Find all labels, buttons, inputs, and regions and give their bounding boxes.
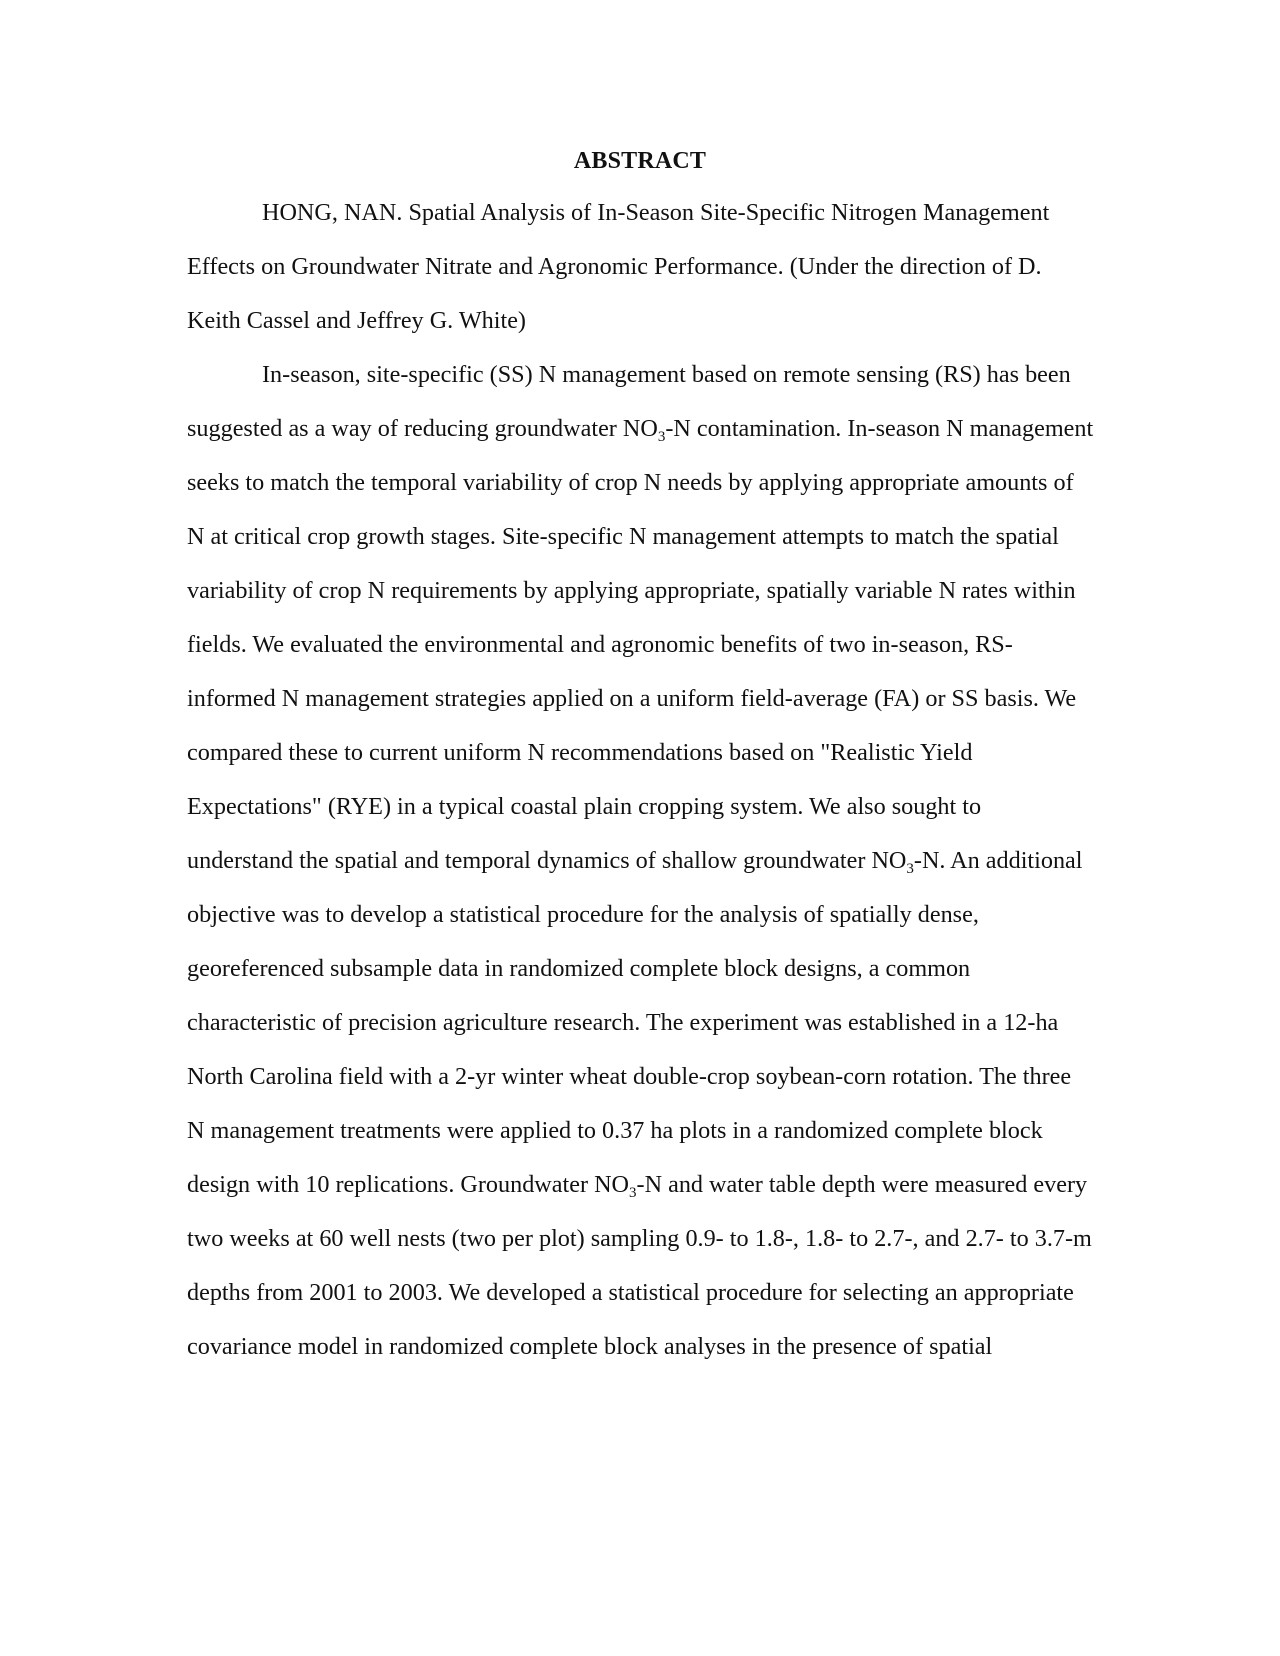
citation-line: Keith Cassel and Jeffrey G. White) <box>187 307 526 334</box>
body-line: N management treatments were applied to 0.37 ha plots in a randomized complete block <box>187 1117 1043 1144</box>
body-line: characteristic of precision agriculture research. The experiment was established in a 12-ha <box>187 1009 1059 1036</box>
subscript: 3 <box>657 429 666 445</box>
body-text: design with 10 replications. Groundwater NO <box>187 1171 630 1198</box>
body-line <box>187 1170 1087 1200</box>
body-line: informed N management strategies applied on a uniform field-average (FA) or SS basis. We <box>187 685 1077 712</box>
body-line: covariance model in randomized complete block analyses in the presence of spatial <box>187 1333 993 1360</box>
body-line: N at critical crop growth stages. Site-specific N management attempts to match the spatial <box>187 523 1059 550</box>
subscript: 3 <box>906 861 914 877</box>
subscript: 3 <box>629 1185 637 1201</box>
body-text: -N contamination. In-season N management <box>665 415 1094 442</box>
body-line <box>187 414 1093 444</box>
body-line: two weeks at 60 well nests (two per plot) sampling 0.9- to 1.8-, 1.8- to 2.7-, and 2.7- to 3.7-m <box>187 1225 1092 1252</box>
body-text: understand the spatial and temporal dynamics of shallow groundwater NO <box>187 847 907 874</box>
body-line: compared these to current uniform N recommendations based on "Realistic Yield <box>187 739 973 766</box>
body-text: -N. An additional <box>913 847 1083 874</box>
body-text: -N and water table depth were measured every <box>636 1171 1088 1198</box>
body-line: depths from 2001 to 2003. We developed a statistical procedure for selecting an appropriate <box>187 1279 1074 1306</box>
body-line: georeferenced subsample data in randomized complete block designs, a common <box>187 955 971 982</box>
body-line: fields. We evaluated the environmental and agronomic benefits of two in-season, RS- <box>187 631 1013 658</box>
body-line <box>187 846 1083 876</box>
body-line: Expectations" (RYE) in a typical coastal plain cropping system. We also sought to <box>187 793 982 820</box>
body-line: variability of crop N requirements by applying appropriate, spatially variable N rates within <box>187 577 1076 604</box>
abstract-heading: ABSTRACT <box>573 148 707 174</box>
body-text: suggested as a way of reducing groundwater NO <box>187 415 658 442</box>
body-line: North Carolina field with a 2-yr winter wheat double-crop soybean-corn rotation. The three <box>187 1063 1072 1090</box>
citation-line: Effects on Groundwater Nitrate and Agronomic Performance. (Under the direction of D. <box>187 253 1042 280</box>
citation-line: HONG, NAN. Spatial Analysis of In-Season Site-Specific Nitrogen Management <box>262 199 1050 226</box>
body-line: seeks to match the temporal variability of crop N needs by applying appropriate amounts of <box>187 469 1074 496</box>
body-line: In-season, site-specific (SS) N management based on remote sensing (RS) has been <box>262 361 1071 388</box>
body-line: objective was to develop a statistical procedure for the analysis of spatially dense, <box>187 901 979 928</box>
